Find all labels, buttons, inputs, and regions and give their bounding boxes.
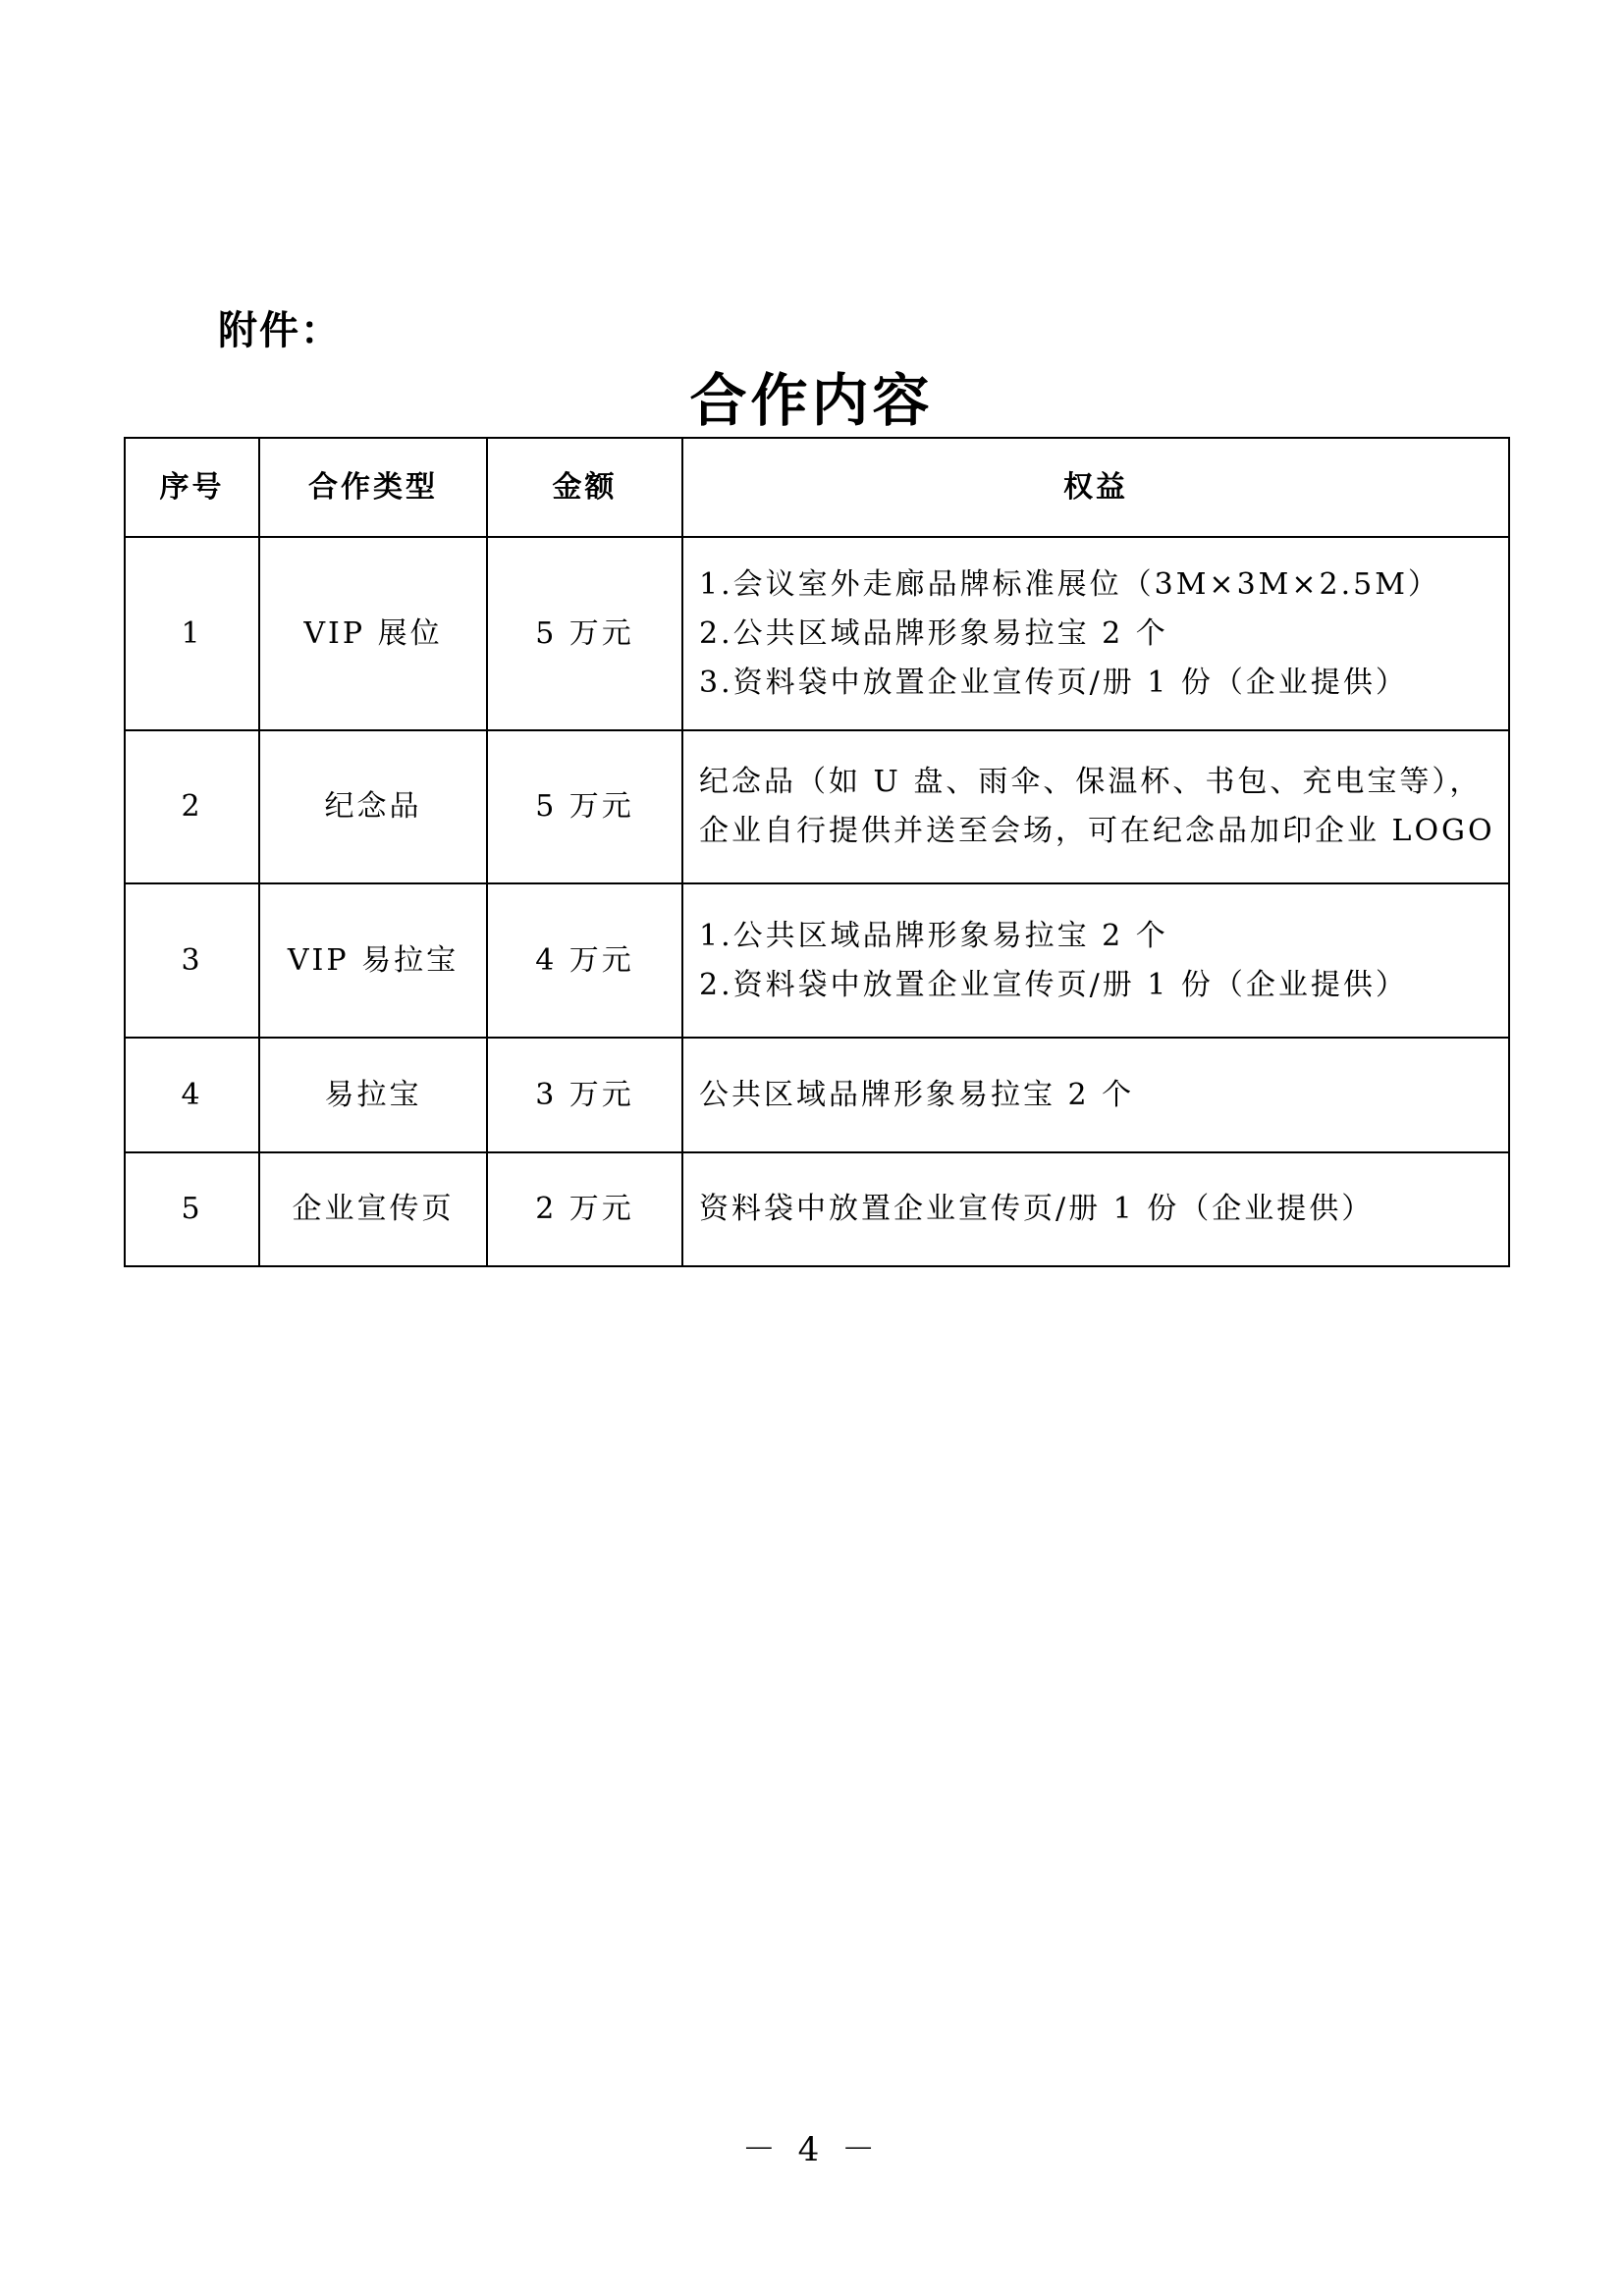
header-no: 序号 bbox=[125, 438, 259, 537]
cooperation-table bbox=[124, 437, 1510, 1267]
row-benefits bbox=[682, 537, 1509, 730]
row-type: 纪念品 bbox=[259, 730, 487, 883]
benefit-line: 纪念品（如 U 盘、雨伞、保温杯、书包、充电宝等）， bbox=[699, 765, 1483, 799]
table-row bbox=[125, 1038, 1509, 1152]
benefit-line: 1.公共区域品牌形象易拉宝 2 个 bbox=[699, 918, 1168, 953]
document-title: 合作内容 bbox=[689, 367, 934, 434]
attachment-label: 附件： bbox=[218, 308, 342, 353]
row-type: VIP 展位 bbox=[259, 537, 487, 730]
benefit-line: 企业自行提供并送至会场，可在纪念品加印企业 LOGO bbox=[699, 814, 1495, 848]
row-no: 1 bbox=[125, 537, 259, 730]
table-row bbox=[125, 1152, 1509, 1266]
table-row bbox=[125, 730, 1509, 883]
table-row bbox=[125, 883, 1509, 1038]
row-amount: 2 万元 bbox=[487, 1152, 682, 1266]
row-type: 企业宣传页 bbox=[259, 1152, 487, 1266]
benefit-line: 1.会议室外走廊品牌标准展位（3M×3M×2.5M） bbox=[699, 566, 1440, 602]
row-benefits bbox=[682, 883, 1509, 1038]
row-type: VIP 易拉宝 bbox=[259, 883, 487, 1038]
row-benefits bbox=[682, 1152, 1509, 1266]
row-amount: 5 万元 bbox=[487, 730, 682, 883]
header-type: 合作类型 bbox=[259, 438, 487, 537]
row-amount: 4 万元 bbox=[487, 883, 682, 1038]
header-benefits: 权益 bbox=[682, 438, 1509, 537]
benefit-line: 3.资料袋中放置企业宣传页/册 1 份（企业提供） bbox=[699, 665, 1408, 700]
table-row bbox=[125, 537, 1509, 730]
benefit-line: 公共区域品牌形象易拉宝 2 个 bbox=[699, 1077, 1135, 1112]
row-amount: 3 万元 bbox=[487, 1038, 682, 1152]
benefit-line: 资料袋中放置企业宣传页/册 1 份（企业提供） bbox=[699, 1192, 1375, 1226]
row-no: 4 bbox=[125, 1038, 259, 1152]
row-no: 3 bbox=[125, 883, 259, 1038]
table-header-row bbox=[125, 438, 1509, 537]
header-amount: 金额 bbox=[487, 438, 682, 537]
row-benefits bbox=[682, 730, 1509, 883]
benefit-line: 2.资料袋中放置企业宣传页/册 1 份（企业提供） bbox=[699, 967, 1408, 1002]
row-no: 2 bbox=[125, 730, 259, 883]
row-type: 易拉宝 bbox=[259, 1038, 487, 1152]
row-benefits bbox=[682, 1038, 1509, 1152]
page-number: － 4 － bbox=[741, 2130, 882, 2169]
row-no: 5 bbox=[125, 1152, 259, 1266]
benefit-line: 2.公共区域品牌形象易拉宝 2 个 bbox=[699, 615, 1168, 651]
row-amount: 5 万元 bbox=[487, 537, 682, 730]
